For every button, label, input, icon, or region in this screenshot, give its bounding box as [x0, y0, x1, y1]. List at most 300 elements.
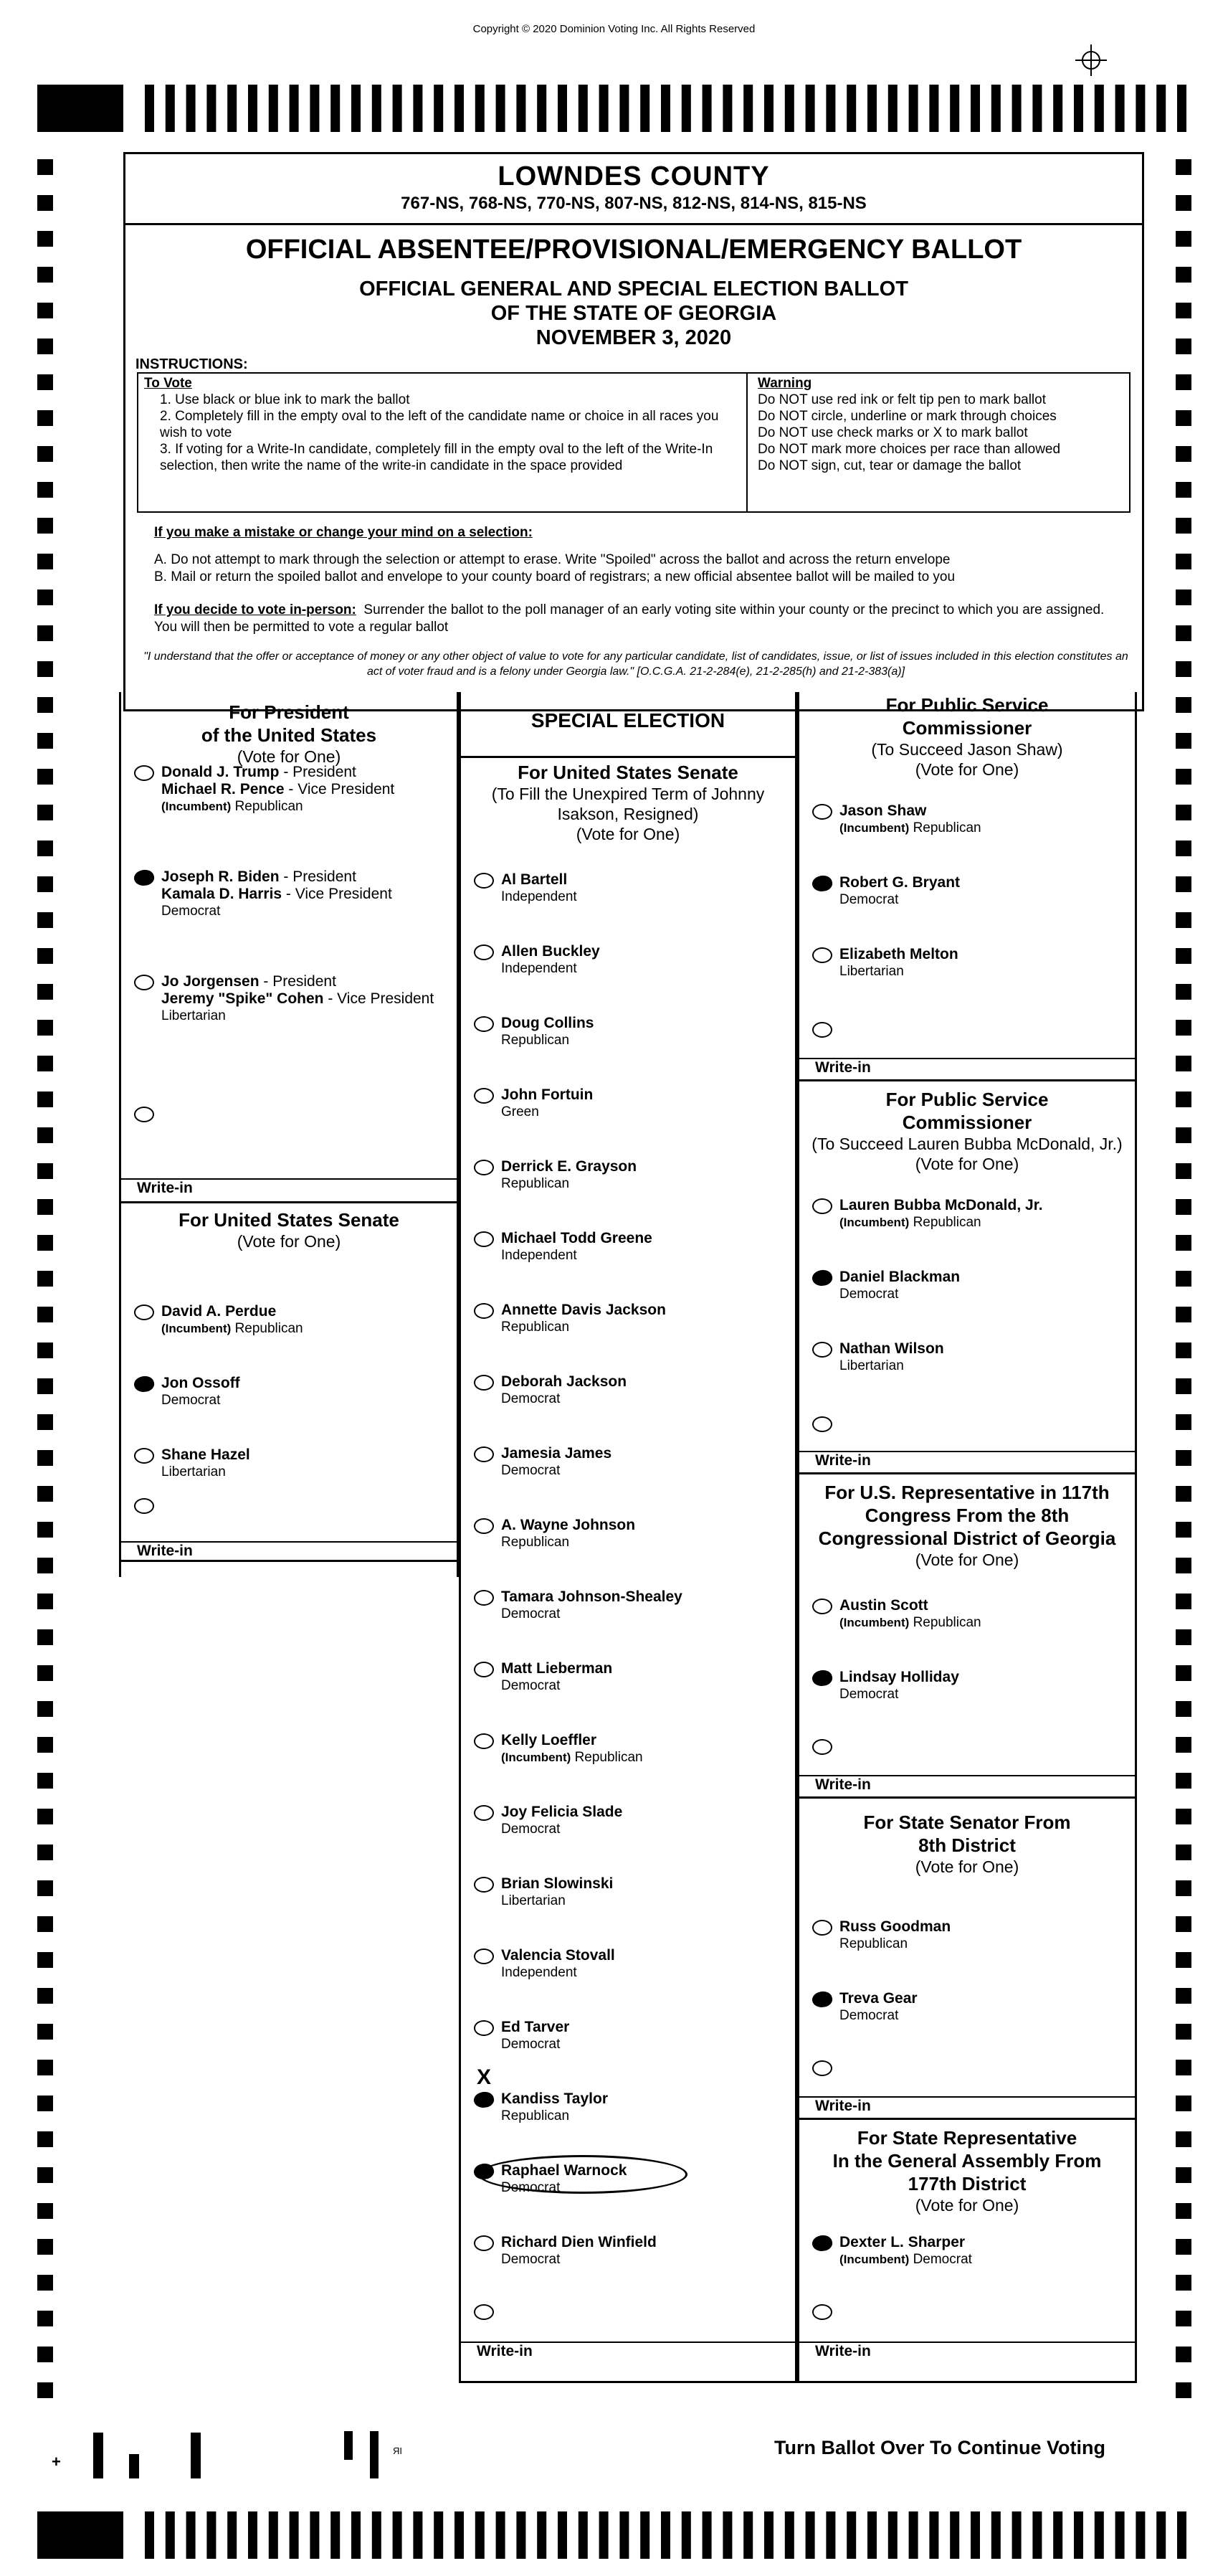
write-in-label[interactable]: Write-in	[799, 2341, 1135, 2360]
write-in-oval[interactable]	[134, 1498, 154, 1514]
timing-mark	[1176, 2203, 1191, 2219]
timing-mark	[37, 374, 53, 390]
election-title: OFFICIAL GENERAL AND SPECIAL ELECTION BALLOT	[359, 278, 908, 300]
empty-oval[interactable]	[474, 2235, 494, 2251]
ballot-header	[123, 152, 1144, 711]
candidate-name: Doug Collins	[501, 1015, 594, 1031]
timing-mark	[37, 410, 53, 426]
timing-mark	[37, 1809, 53, 1824]
race-title: For Public Service	[885, 1089, 1049, 1110]
candidate-name: Derrick E. Grayson	[501, 1158, 637, 1175]
empty-oval[interactable]	[474, 1016, 494, 1032]
timing-mark	[37, 231, 53, 247]
candidate-name: Lauren Bubba McDonald, Jr.	[839, 1197, 1043, 1213]
timing-mark	[1176, 303, 1191, 318]
write-in-oval[interactable]	[134, 1107, 154, 1122]
timing-mark	[37, 1020, 53, 1036]
filled-oval[interactable]	[811, 1668, 834, 1687]
race-state-representative	[799, 2126, 1135, 2215]
timing-mark	[1176, 2096, 1191, 2111]
ballot-code: ЯI	[393, 2445, 402, 2456]
filled-oval[interactable]	[811, 1989, 834, 2009]
timing-mark	[1176, 876, 1191, 892]
write-in-oval[interactable]	[812, 2304, 832, 2320]
candidate-name: Elizabeth Melton	[839, 946, 958, 962]
timing-mark	[1176, 482, 1191, 498]
race-state-senate	[799, 1811, 1135, 1877]
timing-mark	[1176, 1056, 1191, 1071]
candidate-party: Democrat	[839, 1287, 899, 1302]
timing-mark	[37, 1737, 53, 1753]
candidate-name: Shane Hazel	[161, 1446, 250, 1463]
mistake-step-a: A. Do not attempt to mark through the selection or attempt to erase. Write "Spoiled" across the ballot and across the return envelope	[154, 552, 951, 567]
race-title: In the General Assembly From	[832, 2150, 1102, 2172]
timing-mark	[1176, 1880, 1191, 1896]
timing-mark	[37, 805, 53, 820]
empty-oval[interactable]	[474, 2020, 494, 2036]
candidate-text	[501, 2090, 788, 2125]
timing-mark	[1176, 1127, 1191, 1143]
candidate-text	[501, 1302, 788, 1336]
timing-mark	[1176, 1916, 1191, 1932]
candidate-party: Libertarian	[839, 964, 904, 979]
race-note: (To Fill the Unexpired Term of Johnny	[491, 785, 765, 803]
timing-mark	[37, 482, 53, 498]
filled-oval[interactable]	[811, 2233, 834, 2253]
timing-mark	[1176, 1378, 1191, 1394]
candidate-party: Democrat	[501, 1606, 561, 1621]
candidate-party: Libertarian	[501, 1893, 566, 1908]
race-us-senate	[121, 1208, 457, 1251]
write-in-oval[interactable]	[474, 2304, 494, 2320]
top-timing-bar	[37, 83, 1191, 133]
timing-mark	[1176, 2347, 1191, 2362]
timing-mark	[37, 733, 53, 749]
candidate-name: Dexter L. Sharper	[839, 2234, 966, 2250]
empty-oval[interactable]	[474, 873, 494, 889]
candidate-text: Donald J. Trump - President Michael R. Pence - Vice President (Incumbent) Republican	[161, 764, 395, 814]
timing-mark	[37, 2060, 53, 2075]
candidate-name: John Fortuin	[501, 1086, 594, 1103]
timing-mark	[1176, 231, 1191, 247]
timing-mark	[37, 1343, 53, 1358]
timing-mark	[37, 769, 53, 785]
candidate-text: Kelly Loeffler (Incumbent) Republican	[501, 1732, 643, 1765]
timing-mark	[1176, 840, 1191, 856]
registration-plus: +	[52, 2453, 61, 2471]
write-in-oval[interactable]	[812, 1022, 832, 1038]
timing-mark	[37, 1558, 53, 1573]
copyright-notice: Copyright © 2020 Dominion Voting Inc. All Rights Reserved	[472, 23, 756, 35]
warning-section	[752, 374, 1132, 475]
candidate-name: Matt Lieberman	[501, 1660, 613, 1677]
timing-mark	[1176, 338, 1191, 354]
timing-mark	[37, 1629, 53, 1645]
timing-mark	[1176, 1343, 1191, 1358]
candidate-name: Michael R. Pence	[161, 781, 285, 797]
timing-mark	[37, 697, 53, 713]
race-note: (To Succeed Lauren Bubba McDonald, Jr.)	[811, 1135, 1123, 1153]
timing-mark	[37, 2275, 53, 2291]
timing-mark	[37, 2347, 53, 2362]
candidate-text	[501, 871, 788, 906]
candidate-party: Green	[501, 1104, 539, 1119]
candidate-text	[501, 943, 788, 977]
candidate-name: A. Wayne Johnson	[501, 1517, 636, 1533]
timing-mark	[37, 984, 53, 1000]
write-in-label[interactable]: Write-in	[799, 1058, 1135, 1076]
candidate-party: Democrat	[839, 892, 899, 907]
timing-mark	[1176, 195, 1191, 211]
race-note: (Vote for One)	[915, 760, 1019, 779]
candidate-name: Deborah Jackson	[501, 1373, 627, 1390]
candidate-party: Democrat	[501, 1463, 561, 1478]
warning-heading: Warning	[758, 376, 812, 391]
candidate-text	[501, 1517, 788, 1551]
candidate-name: Joy Felicia Slade	[501, 1804, 623, 1820]
registration-crosshair-icon	[1075, 44, 1107, 76]
race-special-senate	[461, 761, 795, 844]
president-write-in	[121, 1137, 457, 1196]
empty-oval[interactable]	[812, 1342, 832, 1358]
empty-oval[interactable]	[474, 1948, 494, 1964]
candidate-party: Libertarian	[161, 1008, 226, 1023]
timing-mark	[1176, 769, 1191, 785]
timing-mark	[1176, 1271, 1191, 1287]
timing-mark	[37, 948, 53, 964]
timing-mark	[1176, 410, 1191, 426]
timing-mark	[1176, 1235, 1191, 1251]
timing-mark	[1176, 1773, 1191, 1789]
empty-oval[interactable]	[812, 1599, 832, 1614]
race-note: (Vote for One)	[237, 747, 341, 766]
mistake-step-b: B. Mail or return the spoiled ballot and envelope to your county board of registrars; a new official absentee ballot will be mailed to you	[154, 569, 956, 584]
election-state: OF THE STATE OF GEORGIA	[490, 302, 777, 325]
candidate-name: Brian Slowinski	[501, 1875, 614, 1892]
empty-oval[interactable]	[134, 1304, 154, 1320]
warning-item: Do NOT sign, cut, tear or damage the ballot	[758, 458, 1022, 473]
timing-mark	[1176, 2311, 1191, 2326]
race-title: For United States Senate	[179, 1209, 399, 1231]
write-in-label[interactable]: Write-in	[799, 2096, 1135, 2115]
turn-over-notice: Turn Ballot Over To Continue Voting	[774, 2437, 1105, 2458]
timing-mark	[1176, 2239, 1191, 2255]
timing-mark	[1176, 1307, 1191, 1322]
timing-mark	[37, 195, 53, 211]
race-title: For State Representative	[857, 2127, 1077, 2149]
timing-mark	[1176, 1486, 1191, 1502]
timing-mark	[1176, 805, 1191, 820]
county-name: LOWNDES COUNTY	[498, 161, 770, 191]
timing-mark	[37, 1307, 53, 1322]
empty-oval[interactable]	[474, 1303, 494, 1319]
candidate-name: Valencia Stovall	[501, 1947, 615, 1964]
timing-mark	[37, 1199, 53, 1215]
special-election-label: SPECIAL ELECTION	[530, 709, 725, 731]
empty-oval[interactable]	[474, 1375, 494, 1391]
candidate-text	[501, 1445, 788, 1479]
timing-mark	[37, 1486, 53, 1502]
race-note: (Vote for One)	[915, 1155, 1019, 1173]
empty-oval[interactable]	[474, 1231, 494, 1247]
timing-mark	[1176, 589, 1191, 605]
candidate-text	[501, 1230, 788, 1264]
candidate-text	[839, 1340, 1126, 1375]
candidate-name: Kandiss Taylor	[501, 2090, 608, 2107]
instructions-label: INSTRUCTIONS:	[135, 356, 248, 372]
in-person-heading: If you decide to vote in-person:	[154, 602, 356, 617]
candidate-text: Jason Shaw (Incumbent) Republican	[839, 802, 981, 835]
write-in-oval[interactable]	[812, 2060, 832, 2076]
candidate-party: Democrat	[839, 1687, 899, 1702]
instructions-box	[137, 372, 1131, 513]
candidate-party: Republican	[913, 1615, 981, 1630]
column-right	[797, 692, 1137, 2383]
candidate-name: Nathan Wilson	[839, 1340, 944, 1357]
race-title: For State Senator From	[863, 1812, 1071, 1833]
candidate-name: Russ Goodman	[839, 1918, 951, 1935]
timing-mark	[37, 1916, 53, 1932]
race-title: For President	[229, 701, 349, 723]
candidate-text	[501, 1086, 788, 1121]
race-note: (Vote for One)	[915, 2196, 1019, 2215]
candidate-party: Republican	[839, 1936, 908, 1951]
timing-mark	[37, 1271, 53, 1287]
race-note: (Vote for One)	[576, 825, 680, 843]
column-left	[119, 692, 459, 1577]
race-title: 177th District	[908, 2173, 1027, 2194]
candidate-text	[501, 1947, 788, 1981]
write-in-label[interactable]: Write-in	[799, 1451, 1135, 1469]
timing-mark	[1176, 1199, 1191, 1215]
timing-mark	[37, 518, 53, 534]
candidate-name: Jamesia James	[501, 1445, 612, 1462]
candidate-name: Raphael Warnock	[501, 2162, 627, 2179]
timing-mark	[1176, 1414, 1191, 1430]
timing-mark	[37, 1988, 53, 2004]
column-special-election	[459, 692, 797, 2383]
write-in-label[interactable]: Write-in	[461, 2341, 795, 2360]
race-title: For U.S. Representative in 117th	[824, 1482, 1110, 1503]
candidate-party: Democrat	[501, 1678, 561, 1693]
candidate-party: Independent	[501, 889, 577, 904]
timing-mark	[37, 338, 53, 354]
candidate-text	[839, 1669, 1126, 1703]
candidate-name: Robert G. Bryant	[839, 874, 961, 891]
candidate-party: Democrat	[501, 2180, 561, 2195]
timing-mark	[1176, 518, 1191, 534]
race-title: Congressional District of Georgia	[818, 1528, 1116, 1549]
to-vote-heading: To Vote	[144, 376, 192, 391]
empty-oval[interactable]	[474, 1805, 494, 1821]
candidate-name: Al Bartell	[501, 871, 568, 888]
empty-oval[interactable]	[134, 1448, 154, 1464]
candidate-text	[839, 946, 1126, 980]
timing-mark	[37, 2096, 53, 2111]
race-title: For United States Senate	[518, 762, 738, 783]
election-date: NOVEMBER 3, 2020	[536, 326, 732, 349]
candidate-text: Jo Jorgensen - President Jeremy "Spike" Cohen - Vice President Libertarian	[161, 973, 434, 1023]
race-note: (To Succeed Jason Shaw)	[871, 740, 1063, 759]
candidate-name: Richard Dien Winfield	[501, 2234, 657, 2250]
timing-mark	[37, 1522, 53, 1538]
timing-mark	[37, 1092, 53, 1107]
empty-oval[interactable]	[474, 944, 494, 960]
warning-item: Do NOT use red ink or felt tip pen to mark ballot	[758, 392, 1046, 407]
filled-oval[interactable]	[811, 873, 834, 893]
timing-mark	[1176, 1594, 1191, 1609]
timing-mark	[37, 159, 53, 175]
race-title: Congress From the 8th	[865, 1505, 1070, 1526]
filled-oval[interactable]	[133, 868, 156, 887]
empty-oval[interactable]	[134, 765, 154, 781]
candidate-party: Libertarian	[839, 1358, 904, 1373]
timing-mark	[1176, 1809, 1191, 1824]
candidate-name: Lindsay Holliday	[839, 1669, 959, 1685]
timing-mark	[37, 1952, 53, 1968]
to-vote-step: 2. Completely fill in the empty oval to the left of the candidate name or choice in all races you wish to vote	[160, 409, 719, 440]
empty-oval[interactable]	[474, 1518, 494, 1534]
candidate-party: Democrat	[501, 1822, 561, 1837]
to-vote-section	[138, 374, 748, 511]
legal-notice: "I understand that the offer or acceptance of money or any other object of value to vote for any particular candidate, list of candidates, issue, or list of issues included in this election constitutes an act of voter fraud and is a felony under Georgia law." [O.C.G.A. 21-2-284(e), 21-2-285(h) and 21-2-383(a)]	[143, 650, 1128, 678]
candidate-text: Dexter L. Sharper (Incumbent) Democrat	[839, 2234, 972, 2267]
race-note: (Vote for One)	[915, 1550, 1019, 1569]
timing-mark	[1176, 554, 1191, 569]
candidate-text	[839, 1918, 1126, 1953]
warning-item: Do NOT circle, underline or mark through choices	[758, 409, 1057, 424]
race-title: For Public Service	[885, 694, 1049, 716]
write-in-label[interactable]: Write-in	[121, 1178, 457, 1197]
write-in-label[interactable]: Write-in	[121, 1541, 457, 1560]
candidate-name: Treva Gear	[839, 1990, 918, 2007]
candidate-name: Daniel Blackman	[839, 1269, 961, 1285]
timing-mark	[1176, 2167, 1191, 2183]
write-in-label[interactable]: Write-in	[799, 1775, 1135, 1794]
timing-mark	[37, 1163, 53, 1179]
timing-mark	[1176, 267, 1191, 283]
timing-mark	[1176, 1522, 1191, 1538]
timing-mark	[1176, 446, 1191, 462]
timing-mark	[37, 625, 53, 641]
empty-oval[interactable]	[474, 1733, 494, 1749]
candidate-name: Ed Tarver	[501, 2019, 570, 2035]
candidate-text	[501, 1660, 788, 1695]
empty-oval[interactable]	[474, 1160, 494, 1175]
candidate-party: Independent	[501, 961, 577, 976]
candidate-party: Democrat	[913, 2252, 972, 2267]
write-in-oval[interactable]	[812, 1739, 832, 1755]
timing-mark	[1176, 1665, 1191, 1681]
bottom-timing-bar	[37, 2510, 1191, 2560]
county-box	[125, 154, 1142, 225]
candidate-name: Kamala D. Harris	[161, 886, 282, 902]
empty-oval[interactable]	[474, 1662, 494, 1677]
timing-mark	[37, 1127, 53, 1143]
timing-mark	[37, 1594, 53, 1609]
candidate-text	[161, 1446, 448, 1481]
filled-oval[interactable]	[133, 1374, 156, 1393]
candidate-party: Republican	[501, 2108, 570, 2123]
race-note: Isakson, Resigned)	[557, 805, 699, 823]
timing-mark	[37, 2239, 53, 2255]
candidate-text: Austin Scott (Incumbent) Republican	[839, 1597, 981, 1630]
timing-mark	[37, 1701, 53, 1717]
hand-drawn-circle	[478, 2155, 687, 2194]
race-title: of the United States	[201, 724, 377, 746]
candidate-party: Independent	[501, 1965, 577, 1980]
candidate-party: Democrat	[839, 2008, 899, 2023]
empty-oval[interactable]	[474, 1877, 494, 1893]
empty-oval[interactable]	[134, 975, 154, 990]
timing-mark	[1176, 912, 1191, 928]
timing-mark	[1176, 1737, 1191, 1753]
candidate-text	[501, 2019, 788, 2053]
timing-mark	[1176, 374, 1191, 390]
filled-oval[interactable]	[811, 1268, 834, 1287]
empty-oval[interactable]	[812, 947, 832, 963]
candidate-name: Michael Todd Greene	[501, 1230, 652, 1246]
candidate-name: Annette Davis Jackson	[501, 1302, 666, 1318]
write-in-oval[interactable]	[812, 1416, 832, 1432]
empty-oval[interactable]	[812, 1198, 832, 1214]
timing-mark	[1176, 1558, 1191, 1573]
timing-mark	[1176, 948, 1191, 964]
timing-mark	[37, 1056, 53, 1071]
timing-mark	[37, 1235, 53, 1251]
candidate-party: Democrat	[161, 1393, 221, 1408]
candidate-name: Jon Ossoff	[161, 1375, 240, 1391]
candidate-text	[501, 1158, 788, 1193]
filled-oval[interactable]	[472, 2090, 495, 2109]
mistake-instructions	[154, 524, 1129, 636]
precinct-list: 767-NS, 768-NS, 770-NS, 807-NS, 812-NS, 814-NS, 815-NS	[401, 194, 867, 213]
timing-mark	[37, 2382, 53, 2398]
candidate-party: Republican	[501, 1033, 570, 1048]
candidate-party: Democrat	[161, 904, 221, 919]
race-psc-shaw	[799, 693, 1135, 780]
timing-mark	[37, 554, 53, 569]
timing-mark	[1176, 1163, 1191, 1179]
empty-oval[interactable]	[812, 1920, 832, 1936]
empty-oval[interactable]	[474, 1446, 494, 1462]
empty-oval[interactable]	[812, 804, 832, 820]
timing-mark	[1176, 2275, 1191, 2291]
candidate-text	[501, 1015, 788, 1049]
timing-mark	[1176, 1701, 1191, 1717]
race-title: Commissioner	[902, 1112, 1032, 1133]
candidate-party: Democrat	[501, 2037, 561, 2052]
candidate-party: Republican	[501, 1176, 570, 1191]
timing-mark	[1176, 1020, 1191, 1036]
candidate-party: Republican	[234, 1321, 303, 1336]
candidate-text	[839, 874, 1126, 909]
candidate-name: Jason Shaw	[839, 802, 927, 819]
ballot-type: OFFICIAL ABSENTEE/PROVISIONAL/EMERGENCY BALLOT	[245, 235, 1022, 265]
mistake-heading: If you make a mistake or change your mind on a selection:	[154, 525, 533, 540]
timing-mark	[37, 303, 53, 318]
timing-mark	[37, 912, 53, 928]
candidate-text	[839, 1269, 1126, 1303]
candidate-party: Republican	[913, 1215, 981, 1230]
empty-oval[interactable]	[474, 1088, 494, 1104]
candidate-name: Jo Jorgensen	[161, 973, 260, 990]
to-vote-step: 1. Use black or blue ink to mark the ballot	[160, 392, 410, 407]
candidate-party: Republican	[234, 799, 303, 814]
timing-mark	[1176, 661, 1191, 677]
candidate-name: Allen Buckley	[501, 943, 600, 960]
empty-oval[interactable]	[474, 1590, 494, 1606]
